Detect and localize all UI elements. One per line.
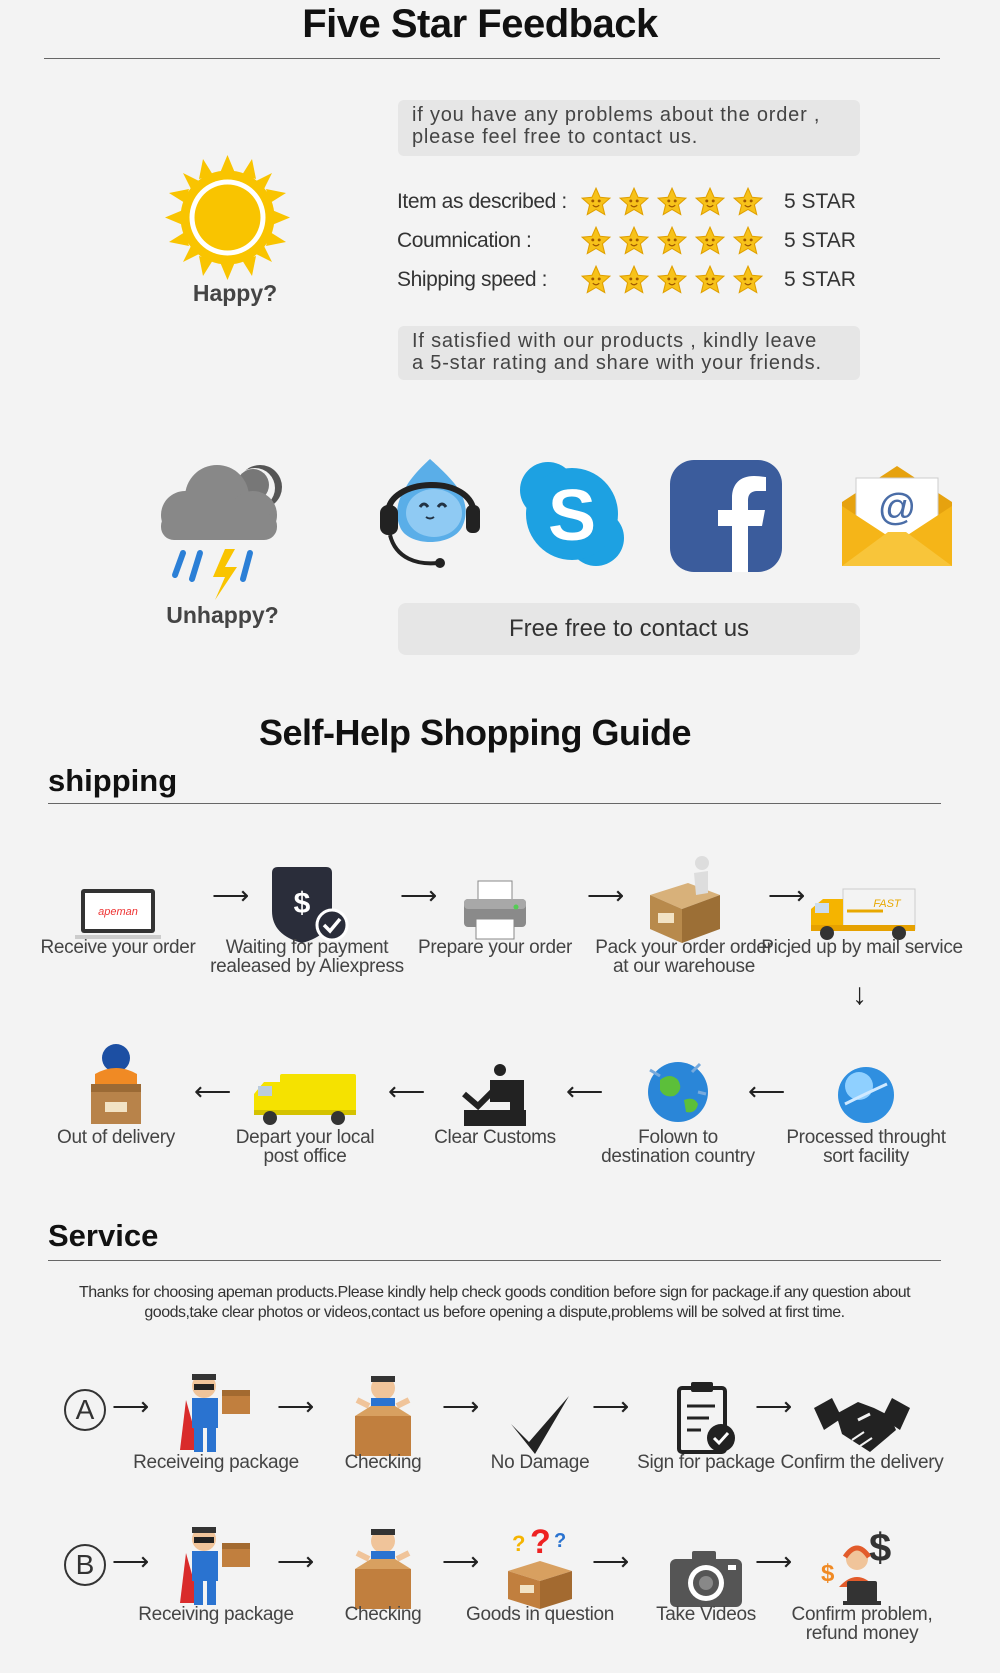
step-label-line: Receive your order — [40, 937, 196, 958]
svg-text:S: S — [547, 476, 597, 556]
step-label-line: Take Videos — [656, 1604, 756, 1625]
step-label-line: Picjed up by mail service — [761, 937, 963, 958]
courier-box-icon — [81, 1040, 151, 1130]
star-icon — [618, 186, 650, 218]
arrow-right-icon: ⟶ — [755, 1546, 793, 1576]
step-label-line: destination country — [601, 1146, 755, 1167]
fast-badge-text: FAST — [873, 898, 901, 910]
contact-us-button[interactable]: Free free to contact us — [398, 603, 860, 655]
step-label — [756, 1128, 976, 1166]
camera-icon — [666, 1543, 746, 1613]
star-icon — [732, 186, 764, 218]
sphere-icon — [831, 1060, 901, 1130]
handshake-icon — [812, 1390, 912, 1460]
rating-stars — [580, 225, 764, 257]
sun-icon — [165, 155, 290, 280]
step-label-line: Folown to — [638, 1127, 718, 1148]
arrow-right-icon: ⟶ — [442, 1391, 480, 1421]
monitor-icon — [73, 885, 163, 945]
refund-icon — [817, 1523, 907, 1613]
arrow-right-icon: ⟶ — [112, 1546, 150, 1576]
step-label-line: Pack your order order — [595, 937, 773, 958]
step-label-line: Sign for package — [637, 1452, 775, 1473]
step-label-line: Processed throught — [786, 1127, 946, 1148]
arrow-right-icon: ⟶ — [768, 880, 806, 910]
checkmark-icon — [505, 1390, 575, 1460]
arrow-left-icon: ⟵ — [194, 1076, 232, 1106]
star-icon — [694, 264, 726, 296]
satisfied-note-line-1: If satisfied with our products , kindly leave — [412, 330, 818, 352]
service-note — [48, 1283, 941, 1323]
customs-icon — [460, 1060, 530, 1130]
arrow-right-icon: ⟶ — [400, 880, 438, 910]
svg-text:$: $ — [821, 1560, 835, 1587]
arrow-right-icon: ⟶ — [592, 1546, 630, 1576]
rating-stars — [580, 186, 764, 218]
email-envelope-icon[interactable] — [838, 462, 956, 570]
svg-text:?: ? — [530, 1523, 551, 1561]
step-label — [385, 938, 605, 957]
box-check-icon — [343, 1523, 423, 1613]
step-label-line: Checking — [344, 1604, 422, 1625]
step-label-line: at our warehouse — [612, 956, 755, 977]
unhappy-label: Unhappy? — [166, 602, 279, 628]
arrow-right-icon: ⟶ — [112, 1391, 150, 1421]
rating-stars — [580, 264, 764, 296]
contact-note-line-2: please feel free to contact us. — [412, 126, 699, 148]
svg-text:$: $ — [869, 1526, 892, 1570]
star-icon — [580, 225, 612, 257]
step-label — [6, 1128, 226, 1147]
step-label-line: sort facility — [823, 1146, 909, 1167]
hero-package-icon — [176, 1523, 256, 1613]
star-icon — [580, 186, 612, 218]
arrow-right-icon: ⟶ — [442, 1546, 480, 1576]
step-label-line: Depart your local — [235, 1127, 375, 1148]
star-icon — [732, 225, 764, 257]
star-icon — [656, 225, 688, 257]
apeman-logo-text: apeman — [98, 906, 138, 918]
service-note-line-2: goods,take clear photos or videos,contact us before opening a dispute,problems will be solved at first time. — [144, 1304, 845, 1321]
step-label-line: refund money — [805, 1623, 919, 1644]
printer-icon — [460, 875, 530, 945]
service-note-line-1: Thanks for choosing apeman products.Please kindly help check goods condition before sign for package.if any question about — [78, 1284, 911, 1301]
happy-label: Happy? — [192, 280, 278, 306]
svg-text:$: $ — [293, 887, 311, 920]
satisfied-note-line-2: a 5-star rating and share with your friends. — [412, 352, 822, 374]
contact-note-line-1: if you have any problems about the order , — [412, 104, 821, 126]
star-icon — [694, 186, 726, 218]
step-label-line: Checking — [344, 1452, 422, 1473]
star-icon — [656, 186, 688, 218]
step-label — [195, 1128, 415, 1166]
shipping-heading: shipping — [48, 763, 178, 798]
facebook-icon[interactable] — [670, 460, 782, 572]
step-label-line: Waiting for payment — [225, 937, 389, 958]
step-label — [752, 1453, 972, 1472]
rating-value: 5 STAR — [784, 229, 856, 252]
arrow-right-icon: ⟶ — [277, 1546, 315, 1576]
shipping-step — [766, 1030, 966, 1130]
step-label — [197, 938, 417, 976]
rating-label: Item as described : — [397, 190, 567, 213]
service-step — [762, 1360, 962, 1460]
arrow-left-icon: ⟵ — [748, 1076, 786, 1106]
arrow-left-icon: ⟵ — [566, 1076, 604, 1106]
arrow-right-icon: ⟶ — [592, 1391, 630, 1421]
svg-text:@: @ — [877, 487, 917, 529]
shipping-step — [18, 850, 218, 945]
step-label-line: Goods in question — [465, 1604, 615, 1625]
svg-text:?: ? — [554, 1530, 567, 1552]
feedback-title: Five Star Feedback — [302, 2, 658, 46]
arrow-left-icon: ⟵ — [388, 1076, 426, 1106]
arrow-right-icon: ⟶ — [587, 880, 625, 910]
service-step — [762, 1513, 962, 1613]
step-label — [568, 1128, 788, 1166]
star-icon — [656, 264, 688, 296]
star-icon — [732, 264, 764, 296]
star-icon — [618, 264, 650, 296]
rating-value: 5 STAR — [784, 268, 856, 291]
question-box-icon — [500, 1523, 580, 1613]
star-icon — [580, 264, 612, 296]
rating-value: 5 STAR — [784, 190, 856, 213]
guide-title: Self-Help Shopping Guide — [259, 712, 691, 753]
step-label-line: Confirm the delivery — [780, 1452, 944, 1473]
step-label-line: Receiveing package — [133, 1452, 299, 1473]
rain-cloud-icon — [155, 455, 290, 600]
step-label-line: Confirm problem, — [791, 1604, 933, 1625]
shipping-step — [205, 1030, 405, 1130]
delivery-truck-icon — [807, 885, 917, 945]
skype-icon[interactable] — [518, 460, 626, 568]
service-a-marker: A — [64, 1389, 106, 1431]
support-headset-icon[interactable] — [378, 455, 483, 575]
shipping-divider — [48, 803, 941, 804]
globe-icon — [638, 1050, 718, 1130]
van-icon — [250, 1070, 360, 1130]
step-label-line: Out of delivery — [57, 1127, 175, 1148]
arrow-down-icon: ↓ — [852, 978, 867, 1011]
step-label — [752, 938, 972, 957]
title-divider — [44, 58, 940, 59]
arrow-right-icon: ⟶ — [277, 1391, 315, 1421]
shipping-step — [16, 1030, 216, 1130]
hero-package-icon — [176, 1370, 256, 1460]
arrow-right-icon: ⟶ — [212, 880, 250, 910]
clipboard-check-icon — [671, 1380, 741, 1460]
service-divider — [48, 1260, 941, 1261]
rating-label: Shipping speed : — [397, 268, 548, 291]
star-icon — [694, 225, 726, 257]
step-label-line: Receiving package — [138, 1604, 294, 1625]
star-icon — [618, 225, 650, 257]
step-label — [752, 1605, 972, 1643]
box-check-icon — [343, 1370, 423, 1460]
satisfied-note — [398, 326, 860, 380]
svg-text:?: ? — [512, 1531, 526, 1556]
step-label-line: post office — [263, 1146, 347, 1167]
payment-shield-icon — [262, 865, 352, 945]
arrow-right-icon: ⟶ — [755, 1391, 793, 1421]
service-b-marker: B — [64, 1544, 106, 1586]
contact-note — [398, 100, 860, 156]
step-label-line: Prepare your order — [417, 937, 573, 958]
service-heading: Service — [48, 1218, 159, 1253]
step-label-line: No Damage — [490, 1452, 590, 1473]
step-label-line: realeased by Aliexpress — [210, 956, 404, 977]
step-label — [8, 938, 228, 957]
step-label-line: Clear Customs — [434, 1127, 556, 1148]
rating-label: Coumnication : — [397, 229, 532, 252]
package-worker-icon — [644, 855, 724, 945]
